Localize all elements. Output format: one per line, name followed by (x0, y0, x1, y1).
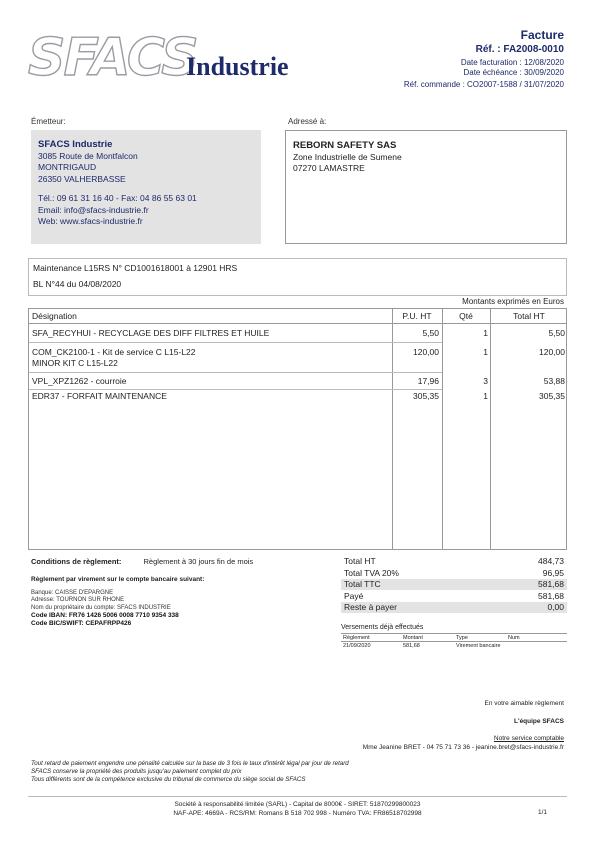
company-logo (28, 30, 318, 90)
bank-details (31, 576, 204, 627)
signature-greeting: En votre aimable règlement (484, 700, 564, 707)
header-quantity: Qté (459, 311, 473, 321)
total-ttc-value: 581,68 (538, 579, 564, 589)
emitter-email: Email: info@sfacs-industrie.fr (38, 204, 149, 215)
note-line-1: Maintenance L15RS N° CD1001618001 à 12901 HRS (33, 263, 238, 273)
total-ht-value: 484,73 (538, 556, 564, 566)
row-1-designation: SFA_RECYHUI - RECYCLAGE DES DIFF FILTRES ET HUILE (32, 328, 270, 338)
payments-title: Versements déjà effectués (341, 624, 567, 634)
row-3-designation: VPL_XPZ1262 - courroie (32, 376, 127, 386)
payment-amount: 581,68 (403, 643, 420, 649)
bank-iban: Code IBAN: FR76 1426 5006 0008 7710 9354 338 (31, 612, 179, 619)
recipient-box (285, 130, 567, 244)
header-total: Total HT (513, 311, 545, 321)
payments-header-num: Num (508, 635, 520, 641)
total-ht-label: Total HT (344, 556, 376, 566)
recipient-address-1: Zone Industrielle de Sumene (293, 151, 402, 162)
recipient-address-2: 07270 LAMASTRE (293, 163, 365, 173)
row-1-total: 5,50 (548, 328, 565, 338)
conditions-label: Conditions de règlement: (31, 557, 122, 566)
invoice-header (404, 28, 564, 90)
header-divider (29, 323, 566, 324)
bank-address: Adresse: TOURNON SUR RHONE (31, 597, 125, 603)
totals-box (341, 556, 567, 614)
remaining-value: 0,00 (547, 602, 564, 612)
signature-service: Notre service comptable (493, 735, 564, 742)
row-4-quantity: 1 (483, 391, 488, 401)
legal-notice (31, 760, 349, 784)
page-number: 1/1 (537, 809, 547, 816)
paid-row (341, 591, 567, 603)
recipient-label: Adressé à: (288, 117, 327, 126)
row-3-total: 53,88 (543, 376, 565, 386)
invoice-title: Facture (520, 28, 564, 42)
total-vat-value: 96,95 (542, 567, 564, 578)
row-3-unit-price: 17,96 (417, 376, 439, 386)
payment-row (341, 642, 567, 651)
emitter-address-2: MONTRIGAUD (38, 162, 97, 172)
row-divider (29, 342, 442, 343)
logo-sfacs-text: SFACS (28, 28, 197, 88)
legal-line-1: Tout retard de paiement engendre une pénalité calculée sur la base de 3 fois le taux d'intérêt légal par jour de retard (31, 760, 349, 767)
col-divider (442, 309, 443, 549)
emitter-label: Émetteur: (31, 117, 66, 126)
row-1-unit-price: 5,50 (422, 328, 439, 338)
legal-line-3: Tous différents sont de la compétence exclusive du tribunal de commerce du siège social de SFACS (31, 776, 306, 783)
footer-line-2: NAF-APE: 4669A - RCS/RM: Romans B 518 702 998 - Numéro TVA: FR86518702998 (173, 810, 422, 817)
note-line-2: BL N°44 du 04/08/2020 (33, 279, 122, 289)
col-divider (392, 309, 393, 549)
payment-type: Virement bancaire (456, 643, 501, 649)
bank-heading: Règlement par virement sur le compte bancaire suivant: (31, 576, 205, 583)
col-divider (490, 309, 491, 549)
emitter-web: Web: www.sfacs-industrie.fr (38, 216, 143, 226)
bank-bic: Code BIC/SWIFT: CEPAFRPP426 (31, 619, 132, 627)
row-divider (29, 372, 442, 373)
emitter-phone: Tél.: 09 61 31 16 40 - Fax: 04 86 55 63 01 (38, 193, 197, 203)
legal-line-2: SFACS conserve la propriété des produits jusqu'au paiement complet du prix (31, 768, 242, 775)
paid-value: 581,68 (538, 590, 564, 601)
remaining-row (341, 602, 567, 614)
row-divider (29, 389, 442, 390)
footer (0, 800, 595, 818)
row-2-unit-price: 120,00 (413, 347, 439, 357)
order-ref: Réf. commande : CO2007-1588 / 31/07/2020 (403, 80, 564, 89)
total-vat-label: Total TVA 20% (344, 567, 399, 578)
signature-team: L'équipe SFACS (514, 718, 564, 725)
row-2-total: 120,00 (539, 347, 565, 357)
footer-divider (28, 796, 567, 797)
header-designation: Désignation (32, 311, 77, 321)
conditions-value: Règlement à 30 jours fin de mois (143, 557, 254, 566)
payments-header-type: Type (456, 635, 468, 641)
footer-line-1: Société à responsabilité limitée (SARL) - Capital de 8000€ - SIRET: 51870299800023 (174, 801, 421, 808)
signature-contact: Mme Jeanine BRET - 04 75 71 73 36 - jeanine.bret@sfacs-industrie.fr (362, 744, 564, 751)
remaining-label: Reste à payer (344, 602, 397, 612)
row-3-quantity: 3 (483, 376, 488, 386)
row-2-designation: COM_CK2100-1 - Kit de service C L15-L22 (32, 347, 196, 357)
payments-header (341, 634, 567, 642)
row-4-unit-price: 305,35 (413, 391, 439, 401)
total-ht-row (341, 556, 567, 568)
recipient-name: REBORN SAFETY SAS (293, 140, 397, 151)
payments-header-amount: Montant (403, 635, 423, 641)
row-4-total: 305,35 (539, 391, 565, 401)
total-ttc-label: Total TTC (344, 579, 381, 589)
paid-label: Payé (344, 590, 364, 601)
payment-conditions (31, 557, 253, 566)
payment-date: 21/09/2020 (343, 643, 371, 649)
total-vat-row (341, 568, 567, 580)
invoice-date: Date facturation : 12/08/2020 (460, 58, 564, 67)
bank-owner: Nom du propriétaire du compte: SFACS INDUSTRIE (31, 604, 171, 611)
invoice-ref: Réf. : FA2008-0010 (475, 44, 564, 55)
row-2-quantity: 1 (483, 347, 488, 357)
items-table (28, 308, 567, 550)
total-ttc-row (341, 579, 567, 591)
emitter-name: SFACS Industrie (38, 139, 113, 150)
due-date: Date échéance : 30/09/2020 (463, 68, 564, 77)
payments-table (341, 624, 567, 651)
row-4-designation: EDR37 - FORFAIT MAINTENANCE (32, 391, 167, 401)
emitter-box (31, 130, 261, 244)
invoice-note (28, 258, 567, 296)
emitter-address-3: 26350 VALHERBASSE (38, 173, 126, 184)
currency-note: Montants exprimés en Euros (462, 297, 564, 306)
logo-industrie-text: Industrie (186, 52, 289, 81)
row-2-designation-detail: MINOR KIT C L15-L22 (32, 358, 118, 368)
payments-header-date: Règlement (343, 635, 370, 641)
row-1-quantity: 1 (483, 328, 488, 338)
emitter-address-1: 3085 Route de Montfalcon (38, 150, 138, 161)
header-unit-price: P.U. HT (402, 311, 432, 321)
bank-name: Banque: CAISSE D'EPARGNE (31, 589, 114, 596)
